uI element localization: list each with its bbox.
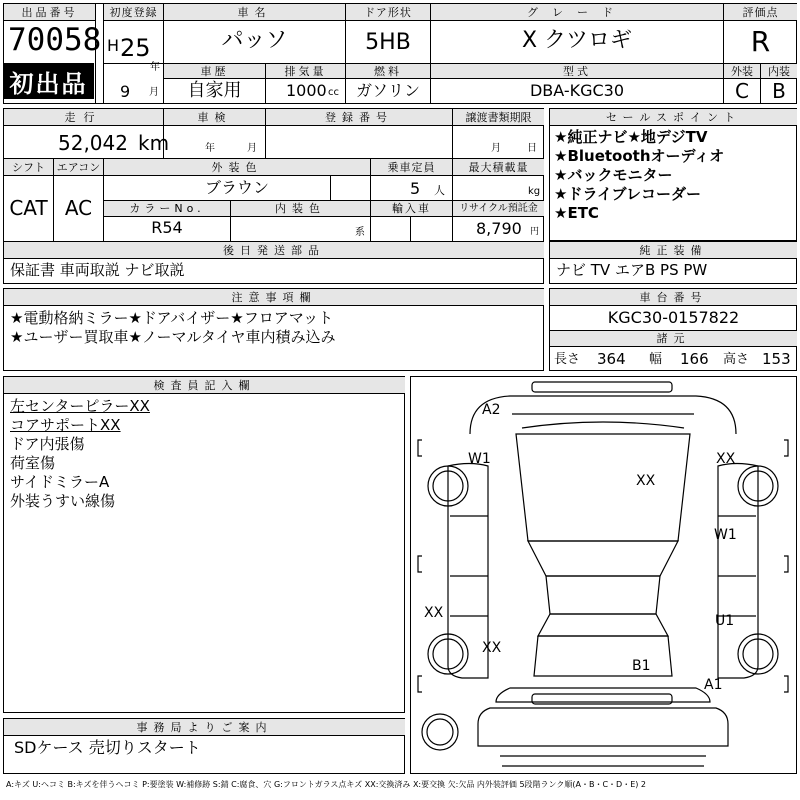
car-damage-diagram (410, 376, 797, 774)
recycle-amount: 8,790 (476, 219, 522, 238)
mileage-label: 走行 (4, 109, 163, 125)
mark-w1-left: W1 (468, 451, 491, 467)
mileage: 52,042 (58, 131, 128, 155)
sales-point: ★純正ナビ★地デジTV (554, 128, 708, 146)
era: H (107, 36, 120, 55)
length: 364 (597, 350, 626, 368)
interior-color-label: 内装色 (231, 201, 370, 216)
import-label: 輸入車 (371, 201, 452, 216)
exterior-grade: C (735, 79, 749, 103)
sales-point: ★バックモニター (554, 166, 673, 184)
color-no: R54 (151, 218, 183, 237)
docs-day-unit: 日 (527, 143, 537, 154)
legend: A:キズ U:ヘコミ B:キズを伴うヘコミ P:要塗装 W:補修跡 S:錆 C:腐食、穴 G:フロントガラス点キズ XX:交換済み X:要交換 欠:欠品 内外装評価 5段階ランク順(A・B・C・D・E) 2 (6, 780, 647, 789)
note-line: ★電動格納ミラー★ドアバイザー★フロアマット (10, 309, 334, 327)
notes-label: 注意事項欄 (4, 289, 544, 305)
capacity-label: 乗車定員 (371, 159, 452, 175)
type-label: 型式 (431, 64, 723, 78)
length-label: 長さ (554, 352, 581, 367)
recycle-unit: 円 (530, 227, 540, 237)
sales-point: ★Bluetoothオーディオ (554, 147, 725, 165)
docs-deadline-label: 譲渡書類期限 (453, 109, 544, 125)
office-message: SDケース 売切りスタート (14, 738, 201, 757)
spec-label: 諸元 (550, 331, 797, 346)
sales-point: ★ETC (554, 204, 599, 222)
ac: AC (64, 196, 93, 220)
mark-xx-left-rear: XX (482, 640, 502, 656)
sales-point: ★ドライブレコーダー (554, 185, 701, 203)
width-label: 幅 (649, 352, 663, 367)
grade-label: グレード (431, 4, 723, 20)
later-parts: 保証書 車両取説 ナビ取説 (10, 261, 185, 279)
fuel-label: 燃料 (346, 64, 430, 78)
door-type: 5HB (365, 30, 411, 55)
first-reg-year: 25 (120, 34, 151, 62)
sales-points-list (554, 130, 724, 225)
mark-a1: A1 (704, 677, 723, 693)
chassis-number: KGC30-0157822 (607, 308, 740, 327)
score: R (750, 25, 771, 58)
width: 166 (680, 350, 709, 368)
grade: X クツロギ (521, 28, 633, 53)
year-unit: 年 (150, 62, 160, 73)
genuine-equipment: ナビ TV エアB PS PW (556, 261, 708, 279)
shift: CAT (9, 196, 48, 220)
color-no-label: カラーNo. (104, 201, 230, 216)
first-reg-month: 9 (120, 82, 131, 101)
inspector-line: サイドミラーA (10, 473, 110, 491)
model-label: 車名 (164, 4, 345, 20)
inspection-label: 車検 (164, 109, 265, 125)
inspector-line: 荷室傷 (10, 454, 56, 472)
type-code: DBA-KGC30 (529, 81, 625, 100)
history-label: 車歴 (164, 64, 265, 78)
inspection-year-unit: 年 (205, 143, 215, 154)
displacement: 1000 (286, 81, 327, 100)
load-label: 最大積載量 (453, 159, 544, 175)
mark-xx-right-top: XX (716, 451, 736, 467)
displacement-label: 排気量 (266, 64, 345, 78)
interior-grade: B (772, 79, 786, 103)
first-reg-label: 初度登録 (104, 4, 163, 20)
recycle-label: リサイクル預託金 (453, 201, 544, 216)
lot-label: 出品番号 (4, 4, 95, 20)
genuine-equipment-label: 純正装備 (550, 242, 797, 258)
interior-grade-label: 内装 (761, 64, 797, 78)
model-name: パッソ (221, 28, 288, 53)
reg-number-label: 登録番号 (266, 109, 452, 125)
color: ブラウン (204, 178, 269, 197)
first-listing-badge: 初出品 (3, 63, 94, 99)
exterior-grade-label: 外装 (724, 64, 760, 78)
mark-w1-right: W1 (714, 527, 737, 543)
interior-color-unit: 系 (355, 227, 365, 238)
notes-list (10, 311, 336, 349)
inspector-line: 外装うすい線傷 (10, 492, 116, 510)
capacity: 5 (410, 179, 421, 198)
inspector-line: 左センターピラーXX (10, 397, 150, 415)
mark-b1: B1 (632, 658, 651, 674)
mark-u1: U1 (715, 613, 735, 629)
inspector-line: コアサポートXX (10, 416, 121, 434)
door-label: ドア形状 (346, 4, 430, 20)
fuel: ガソリン (355, 81, 420, 100)
height-label: 高さ (723, 352, 750, 367)
inspection-month-unit: 月 (247, 143, 257, 154)
lot-number: 70058 (8, 22, 102, 58)
docs-month-unit: 月 (491, 143, 501, 154)
ac-label: エアコン (54, 159, 103, 175)
score-label: 評価点 (724, 4, 797, 20)
history: 自家用 (187, 80, 242, 101)
later-parts-label: 後日発送部品 (4, 242, 544, 258)
inspector-line: ドア内張傷 (10, 435, 85, 453)
note-line: ★ユーザー買取車★ノーマルタイヤ車内積み込み (10, 328, 336, 346)
inspector-label: 検査員記入欄 (4, 377, 405, 393)
mark-a2: A2 (482, 402, 501, 418)
capacity-unit: 人 (434, 184, 445, 197)
displacement-unit: cc (328, 87, 339, 98)
office-label: 事務局よりご案内 (4, 719, 405, 735)
month-unit: 月 (149, 87, 159, 98)
color-label: 外装色 (104, 159, 370, 175)
sales-points-label: セールスポイント (550, 109, 797, 125)
shift-label: シフト (4, 159, 53, 175)
mark-xx-left-side: XX (424, 605, 444, 621)
height: 153 (762, 350, 791, 368)
inspector-notes (10, 397, 150, 511)
load-unit: kg (528, 186, 541, 197)
chassis-label: 車台番号 (550, 289, 797, 305)
mileage-unit: km (138, 131, 170, 155)
mark-xx-roof: XX (636, 473, 656, 489)
